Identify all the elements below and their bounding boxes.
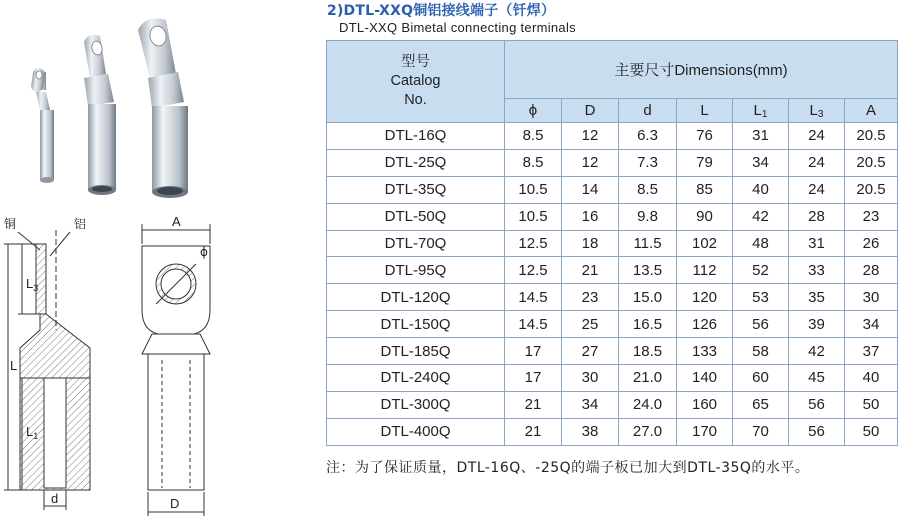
d-label: d	[51, 491, 59, 506]
catalog-cell: DTL-50Q	[327, 203, 505, 230]
dimension-cell: 9.8	[619, 203, 677, 230]
dimension-cell: 12.5	[505, 230, 562, 257]
dimension-cell: 56	[789, 418, 845, 445]
medium-terminal-image	[84, 35, 116, 195]
dimension-cell: 90	[677, 203, 733, 230]
dimension-cell: 8.5	[505, 123, 562, 150]
dimension-cell: 37	[845, 338, 898, 365]
column-header: d	[619, 99, 677, 123]
dimension-cell: 56	[733, 311, 789, 338]
l3-label: $L_3$	[26, 276, 39, 293]
dimension-cell: 18	[562, 230, 619, 257]
dimension-cell: 126	[677, 311, 733, 338]
catalog-header: 型号 Catalog No.	[327, 41, 505, 123]
technical-drawing	[0, 210, 240, 518]
copper-label: 铜	[4, 217, 17, 231]
column-header: $L_3$	[789, 99, 845, 123]
table-row	[327, 149, 898, 176]
dimension-cell: 42	[733, 203, 789, 230]
product-photo	[18, 12, 218, 202]
catalog-cell: DTL-240Q	[327, 365, 505, 392]
table-row	[327, 311, 898, 338]
dimension-cell: 12.5	[505, 257, 562, 284]
dimension-cell: 12	[562, 149, 619, 176]
dimension-cell: 24	[789, 176, 845, 203]
catalog-cell: DTL-35Q	[327, 176, 505, 203]
dimension-cell: 58	[733, 338, 789, 365]
dimension-cell: 34	[562, 391, 619, 418]
dimension-cell: 133	[677, 338, 733, 365]
dimension-cell: 40	[845, 365, 898, 392]
dimension-cell: 35	[789, 284, 845, 311]
catalog-cell: DTL-120Q	[327, 284, 505, 311]
dimension-cell: 76	[677, 123, 733, 150]
dimension-cell: 27	[562, 338, 619, 365]
dimension-cell: 34	[845, 311, 898, 338]
dimension-cell: 20.5	[845, 176, 898, 203]
dimension-cell: 112	[677, 257, 733, 284]
footnote: 注：为了保证质量，DTL-16Q、-25Q的端子板已加大到DTL-35Q的水平。	[326, 460, 810, 476]
table-row	[327, 391, 898, 418]
dimension-cell: 14.5	[505, 311, 562, 338]
column-header: L	[677, 99, 733, 123]
dimension-cell: 40	[733, 176, 789, 203]
catalog-cell: DTL-25Q	[327, 149, 505, 176]
dimension-cell: 10.5	[505, 176, 562, 203]
catalog-cell: DTL-150Q	[327, 311, 505, 338]
l1-label: $L_1$	[26, 424, 39, 441]
dimension-cell: 8.5	[505, 149, 562, 176]
dimension-cell: 28	[845, 257, 898, 284]
catalog-cell: DTL-70Q	[327, 230, 505, 257]
table-row	[327, 123, 898, 150]
dimension-cell: 16.5	[619, 311, 677, 338]
dimension-cell: 60	[733, 365, 789, 392]
large-terminal-image	[138, 18, 188, 198]
dimension-cell: 16	[562, 203, 619, 230]
dimension-cell: 24.0	[619, 391, 677, 418]
dimension-cell: 28	[789, 203, 845, 230]
dimension-cell: 39	[789, 311, 845, 338]
catalog-cell: DTL-300Q	[327, 391, 505, 418]
dimension-cell: 18.5	[619, 338, 677, 365]
dimension-cell: 170	[677, 418, 733, 445]
dimension-cell: 30	[562, 365, 619, 392]
dimension-cell: 21	[505, 418, 562, 445]
dimension-cell: 140	[677, 365, 733, 392]
dimension-cell: 48	[733, 230, 789, 257]
catalog-cell: DTL-16Q	[327, 123, 505, 150]
a-label: A	[172, 214, 181, 229]
catalog-cell: DTL-95Q	[327, 257, 505, 284]
dimension-cell: 70	[733, 418, 789, 445]
dimension-cell: 45	[789, 365, 845, 392]
dimension-cell: 56	[789, 391, 845, 418]
dimension-cell: 11.5	[619, 230, 677, 257]
dimension-cell: 27.0	[619, 418, 677, 445]
l-label: L	[10, 358, 18, 373]
dimension-cell: 50	[845, 391, 898, 418]
dimension-cell: 33	[789, 257, 845, 284]
dimension-cell: 31	[733, 123, 789, 150]
dimension-cell: 31	[789, 230, 845, 257]
table-row	[327, 338, 898, 365]
page-title: 2)DTL-XXQ铜铝接线端子（钎焊）	[327, 3, 556, 19]
dimension-cell: 20.5	[845, 123, 898, 150]
spec-table	[326, 40, 898, 446]
table-row	[327, 418, 898, 445]
dimension-cell: 13.5	[619, 257, 677, 284]
dimension-cell: 160	[677, 391, 733, 418]
dimension-cell: 50	[845, 418, 898, 445]
table-row	[327, 176, 898, 203]
dimension-cell: 52	[733, 257, 789, 284]
dimension-cell: 17	[505, 365, 562, 392]
table-row	[327, 203, 898, 230]
dimension-cell: 23	[845, 203, 898, 230]
dimension-cell: 38	[562, 418, 619, 445]
dimension-cell: 24	[789, 123, 845, 150]
dimension-cell: 120	[677, 284, 733, 311]
dimension-cell: 6.3	[619, 123, 677, 150]
dimension-cell: 42	[789, 338, 845, 365]
spec-table-body	[327, 123, 898, 446]
dimension-cell: 21	[562, 257, 619, 284]
dimension-cell: 25	[562, 311, 619, 338]
aluminum-label: 铝	[74, 217, 87, 231]
column-header: A	[845, 99, 898, 123]
dimension-cell: 34	[733, 149, 789, 176]
column-header: D	[562, 99, 619, 123]
catalog-cell: DTL-185Q	[327, 338, 505, 365]
table-row	[327, 284, 898, 311]
dimension-cell: 10.5	[505, 203, 562, 230]
dimensions-header: 主要尺寸Dimensions(mm)	[505, 41, 898, 99]
dimension-cell: 24	[789, 149, 845, 176]
phi-label: ϕ	[200, 245, 208, 259]
dimension-cell: 79	[677, 149, 733, 176]
catalog-cell: DTL-400Q	[327, 418, 505, 445]
dimension-cell: 26	[845, 230, 898, 257]
dimension-cell: 53	[733, 284, 789, 311]
dimension-cell: 12	[562, 123, 619, 150]
dimension-cell: 21	[505, 391, 562, 418]
dimension-cell: 14	[562, 176, 619, 203]
big-d-label: D	[170, 496, 180, 511]
dimension-cell: 65	[733, 391, 789, 418]
column-header: ϕ	[505, 99, 562, 123]
small-terminal-image	[30, 67, 54, 183]
dimension-cell: 23	[562, 284, 619, 311]
dimension-cell: 85	[677, 176, 733, 203]
page-subtitle: DTL-XXQ Bimetal connecting terminals	[339, 20, 576, 35]
dimension-cell: 7.3	[619, 149, 677, 176]
front-view	[142, 224, 210, 516]
dimension-cell: 8.5	[619, 176, 677, 203]
dimension-cell: 102	[677, 230, 733, 257]
dimension-cell: 14.5	[505, 284, 562, 311]
dimension-cell: 15.0	[619, 284, 677, 311]
table-row	[327, 230, 898, 257]
table-row	[327, 365, 898, 392]
dimension-cell: 17	[505, 338, 562, 365]
dimension-cell: 20.5	[845, 149, 898, 176]
dimension-cell: 30	[845, 284, 898, 311]
dimension-cell: 21.0	[619, 365, 677, 392]
table-row	[327, 257, 898, 284]
column-header: $L_1$	[733, 99, 789, 123]
